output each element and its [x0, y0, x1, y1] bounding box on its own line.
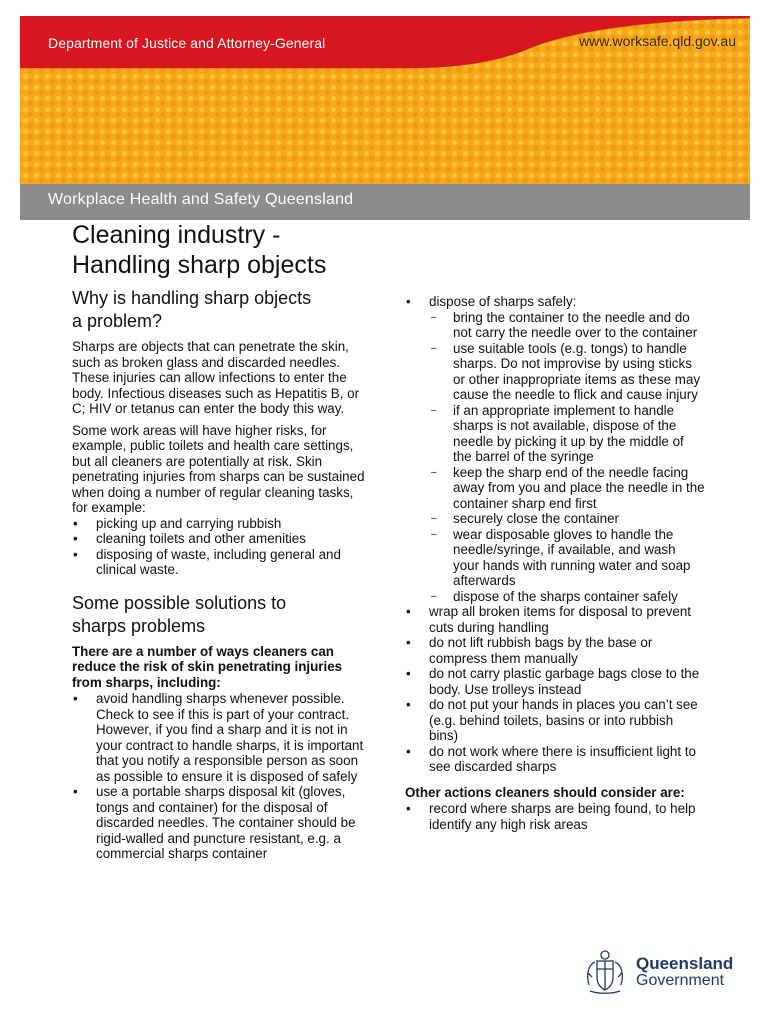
website-link[interactable]: www.worksafe.qld.gov.au [579, 33, 736, 49]
solutions-list [72, 691, 372, 862]
heading-line: Some possible solutions to [72, 592, 287, 613]
solutions-intro: There are a number of ways cleaners can reduce the risk of skin penetrating injuries from sharps, including: [72, 643, 343, 690]
agency-bar [20, 184, 750, 220]
list-item: • use a portable sharps disposal kit (gloves, tongs and container) for the disposal of discarded needles. The container should be rigid-walled and puncture resistant, e.g. a commercial sharps container [72, 784, 372, 862]
list-item [405, 294, 705, 604]
safety-list [405, 294, 705, 775]
list-item: • disposing of waste, including general and clinical waste. [72, 547, 372, 578]
other-actions-heading: Other actions cleaners should consider are: [405, 784, 685, 800]
sublist-item: – if an appropriate implement to handle sharps is not available, dispose of the needle by picking it up by the middle of the barrel of the syringe [429, 403, 705, 465]
department-name: Department of Justice and Attorney-General [48, 35, 326, 51]
queensland-government-logo [636, 955, 733, 989]
section-heading-problem [72, 287, 372, 333]
sublist-item: – use suitable tools (e.g. tongs) to handle sharps. Do not improvise by using sticks or other inappropriate items as these may cause the needle to flick and cause injury [429, 341, 705, 403]
list-item: • wrap all broken items for disposal to prevent cuts during handling [405, 604, 705, 635]
heading-line: Why is handling sharp objects [72, 288, 312, 308]
left-column [72, 287, 372, 868]
sublist-item: – securely close the container [429, 511, 705, 527]
other-actions-list [405, 801, 705, 832]
list-item: • record where sharps are being found, to help identify any high risk areas [405, 801, 705, 832]
agency-name: Workplace Health and Safety Queensland [48, 191, 354, 208]
logo-line-2: Government [636, 972, 725, 989]
list-item: • picking up and carrying rubbish [72, 516, 372, 532]
heading-line: sharps problems [72, 615, 206, 636]
sublist-item: – wear disposable gloves to handle the needle/syringe, if available, and wash your hands with running water and soap afterwards [429, 527, 705, 589]
dispose-heading: dispose of sharps safely: [429, 294, 577, 309]
list-item: • avoid handling sharps whenever possible. Check to see if this is part of your contract. However, if you find a sharp and it is not in your contract to handle sharps, it is important that you notify a responsible person as soon as possible to ensure it is disposed of safely [72, 691, 372, 784]
list-item: • do not work where there is insufficient light to see discarded sharps [405, 744, 705, 775]
title-line-2: Handling sharp objects [72, 251, 327, 279]
sublist-item: – bring the container to the needle and do not carry the needle over to the container [429, 310, 705, 341]
page-title [72, 220, 326, 280]
section-heading-solutions [72, 592, 372, 638]
dispose-sublist [429, 310, 705, 605]
logo-line-1: Queensland [636, 954, 734, 973]
sublist-item: – dispose of the sharps container safely [429, 589, 705, 605]
header-banner [20, 16, 750, 220]
right-column [405, 294, 705, 838]
heading-line: a problem? [72, 311, 163, 331]
queensland-crest-icon [580, 947, 630, 997]
title-line-1: Cleaning industry - [72, 221, 281, 249]
paragraph: Sharps are objects that can penetrate the skin, such as broken glass and discarded needles. These injuries can allow infections to enter the body. Infectious diseases such as Hepatitis B, or C; HIV or tetanus can enter the body this way. [72, 339, 360, 416]
list-item: • do not lift rubbish bags by the base or compress them manually [405, 635, 705, 666]
list-item: • cleaning toilets and other amenities [72, 531, 372, 547]
sublist-item: – keep the sharp end of the needle facing away from you and place the needle in the container sharp end first [429, 465, 705, 512]
list-item: • do not put your hands in places you can’t see (e.g. behind toilets, basins or into rubbish bins) [405, 697, 705, 744]
paragraph: Some work areas will have higher risks, for example, public toilets and health care settings, but all cleaners are potentially at risk. Skin penetrating injuries from sharps can be sustained when doing a number of regular cleaning tasks, for example: [72, 422, 365, 515]
list-item: • do not carry plastic garbage bags close to the body. Use trolleys instead [405, 666, 705, 697]
task-list [72, 516, 372, 578]
